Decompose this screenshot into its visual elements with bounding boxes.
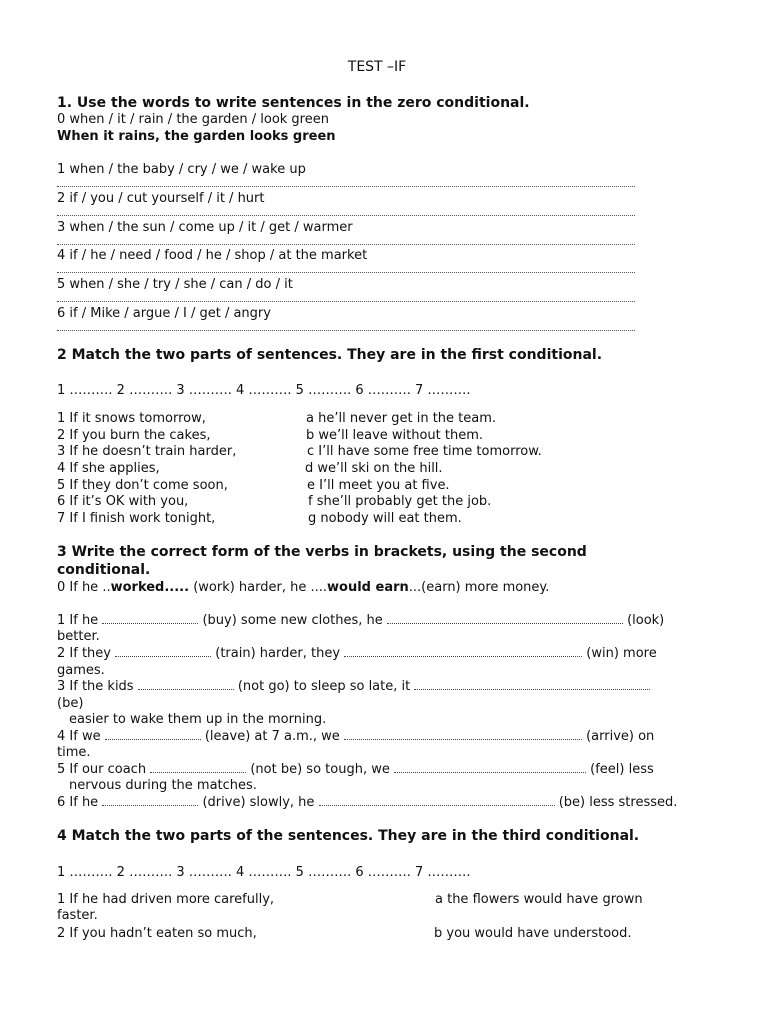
section-3-heading-cont: conditional. xyxy=(57,562,151,578)
item-text: (not be) so tough, we xyxy=(250,762,390,777)
match-left-item: 5 If they don’t come soon, xyxy=(57,478,228,493)
blank-field[interactable] xyxy=(319,795,555,806)
match-right-item: a he’ll never get in the team. xyxy=(306,411,497,426)
match-left-item: 7 If I finish work tonight, xyxy=(57,511,216,526)
section-2-answer-line[interactable]: 1 ………. 2 ………. 3 ………. 4 ………. 5 ………. 6 ………. 7 ………. xyxy=(57,383,471,398)
answer-line[interactable] xyxy=(57,244,635,245)
verb-exercise-item xyxy=(57,613,664,628)
match-left-item: 1 If it snows tomorrow, xyxy=(57,411,206,426)
match-right-item: e I’ll meet you at five. xyxy=(307,478,450,493)
section-1-item: 5 when / she / try / she / can / do / it xyxy=(57,277,293,292)
example-text: (work) harder, he .... xyxy=(189,580,328,595)
section-1-example-prompt: 0 when / it / rain / the garden / look green xyxy=(57,112,329,127)
match-right-item: b we’ll leave without them. xyxy=(306,428,484,443)
item-text: 2 If they xyxy=(57,646,111,661)
answer-line[interactable] xyxy=(57,272,635,273)
item-text: 5 If our coach xyxy=(57,762,147,777)
page-title: TEST –IF xyxy=(347,59,407,75)
item-text: (drive) slowly, he xyxy=(202,795,315,810)
example-answer: would earn xyxy=(327,580,409,595)
match-left-item: 6 If it’s OK with you, xyxy=(57,494,189,509)
answer-line[interactable] xyxy=(57,330,635,331)
verb-exercise-item xyxy=(57,679,650,694)
item-text: (not go) to sleep so late, it xyxy=(237,679,411,694)
item-text: 1 If he xyxy=(57,613,99,628)
verb-exercise-item xyxy=(57,646,657,661)
item-text: (win) more xyxy=(586,646,657,661)
item-continuation: games. xyxy=(57,663,105,678)
answer-line[interactable] xyxy=(57,186,635,187)
section-4-answer-line[interactable]: 1 ………. 2 ………. 3 ………. 4 ………. 5 ………. 6 ………. 7 ………. xyxy=(57,865,471,880)
item-continuation: better. xyxy=(57,629,100,644)
item-text: 4 If we xyxy=(57,729,101,744)
item-text: (look) xyxy=(627,613,665,628)
blank-field[interactable] xyxy=(115,646,211,657)
item-text: (arrive) on xyxy=(586,729,655,744)
example-text: ...(earn) more money. xyxy=(408,580,550,595)
match-left-item: 2 If you burn the cakes, xyxy=(57,428,211,443)
item-text: (leave) at 7 a.m., we xyxy=(204,729,340,744)
answer-line[interactable] xyxy=(57,301,635,302)
blank-field[interactable] xyxy=(150,762,246,773)
section-1-item: 6 if / Mike / argue / I / get / angry xyxy=(57,306,271,321)
section-1-example-answer: When it rains, the garden looks green xyxy=(57,129,336,144)
section-3-heading: 3 Write the correct form of the verbs in brackets, using the second xyxy=(57,544,587,560)
match-right-item: g nobody will eat them. xyxy=(308,511,462,526)
match-right-item: a the flowers would have grown xyxy=(435,892,643,907)
verb-exercise-item xyxy=(57,762,654,777)
item-text: 6 If he xyxy=(57,795,99,810)
blank-field[interactable] xyxy=(344,646,582,657)
verb-exercise-item xyxy=(57,795,677,810)
blank-field[interactable] xyxy=(414,679,650,690)
item-text: (train) harder, they xyxy=(215,646,341,661)
match-left-item: 2 If you hadn’t eaten so much, xyxy=(57,926,257,941)
example-text: 0 If he .. xyxy=(57,580,111,595)
match-right-item: c I’ll have some free time tomorrow. xyxy=(307,444,542,459)
answer-line[interactable] xyxy=(57,215,635,216)
blank-field[interactable] xyxy=(102,613,198,624)
item-text: (be) less stressed. xyxy=(558,795,678,810)
verb-exercise-item xyxy=(57,729,654,744)
blank-field[interactable] xyxy=(105,729,201,740)
section-1-item: 2 if / you / cut yourself / it / hurt xyxy=(57,191,265,206)
blank-field[interactable] xyxy=(344,729,582,740)
match-left-item: 4 If she applies, xyxy=(57,461,160,476)
item-continuation: nervous during the matches. xyxy=(69,778,257,793)
match-right-item: d we’ll ski on the hill. xyxy=(305,461,443,476)
item-text: 3 If the kids xyxy=(57,679,134,694)
section-4-heading: 4 Match the two parts of the sentences. They are in the third conditional. xyxy=(57,828,640,844)
item-continuation: (be) xyxy=(57,696,84,711)
section-1-item: 4 if / he / need / food / he / shop / at the market xyxy=(57,248,368,263)
match-left-item: 3 If he doesn’t train harder, xyxy=(57,444,237,459)
blank-field[interactable] xyxy=(394,762,586,773)
item-text: (feel) less xyxy=(590,762,654,777)
item-continuation: faster. xyxy=(57,908,98,923)
match-right-item: b you would have understood. xyxy=(434,926,632,941)
section-2-heading: 2 Match the two parts of sentences. They are in the first conditional. xyxy=(57,347,603,363)
blank-field[interactable] xyxy=(387,613,623,624)
blank-field[interactable] xyxy=(138,679,234,690)
item-text: (buy) some new clothes, he xyxy=(202,613,383,628)
section-1-item: 1 when / the baby / cry / we / wake up xyxy=(57,162,306,177)
example-answer: worked..... xyxy=(110,580,190,595)
section-1-heading: 1. Use the words to write sentences in the zero conditional. xyxy=(57,95,530,111)
blank-field[interactable] xyxy=(102,795,198,806)
match-left-item: 1 If he had driven more carefully, xyxy=(57,892,275,907)
section-3-example xyxy=(57,580,549,595)
item-continuation: easier to wake them up in the morning. xyxy=(69,712,327,727)
item-continuation: time. xyxy=(57,745,91,760)
match-right-item: f she’ll probably get the job. xyxy=(308,494,492,509)
section-1-item: 3 when / the sun / come up / it / get / warmer xyxy=(57,220,353,235)
